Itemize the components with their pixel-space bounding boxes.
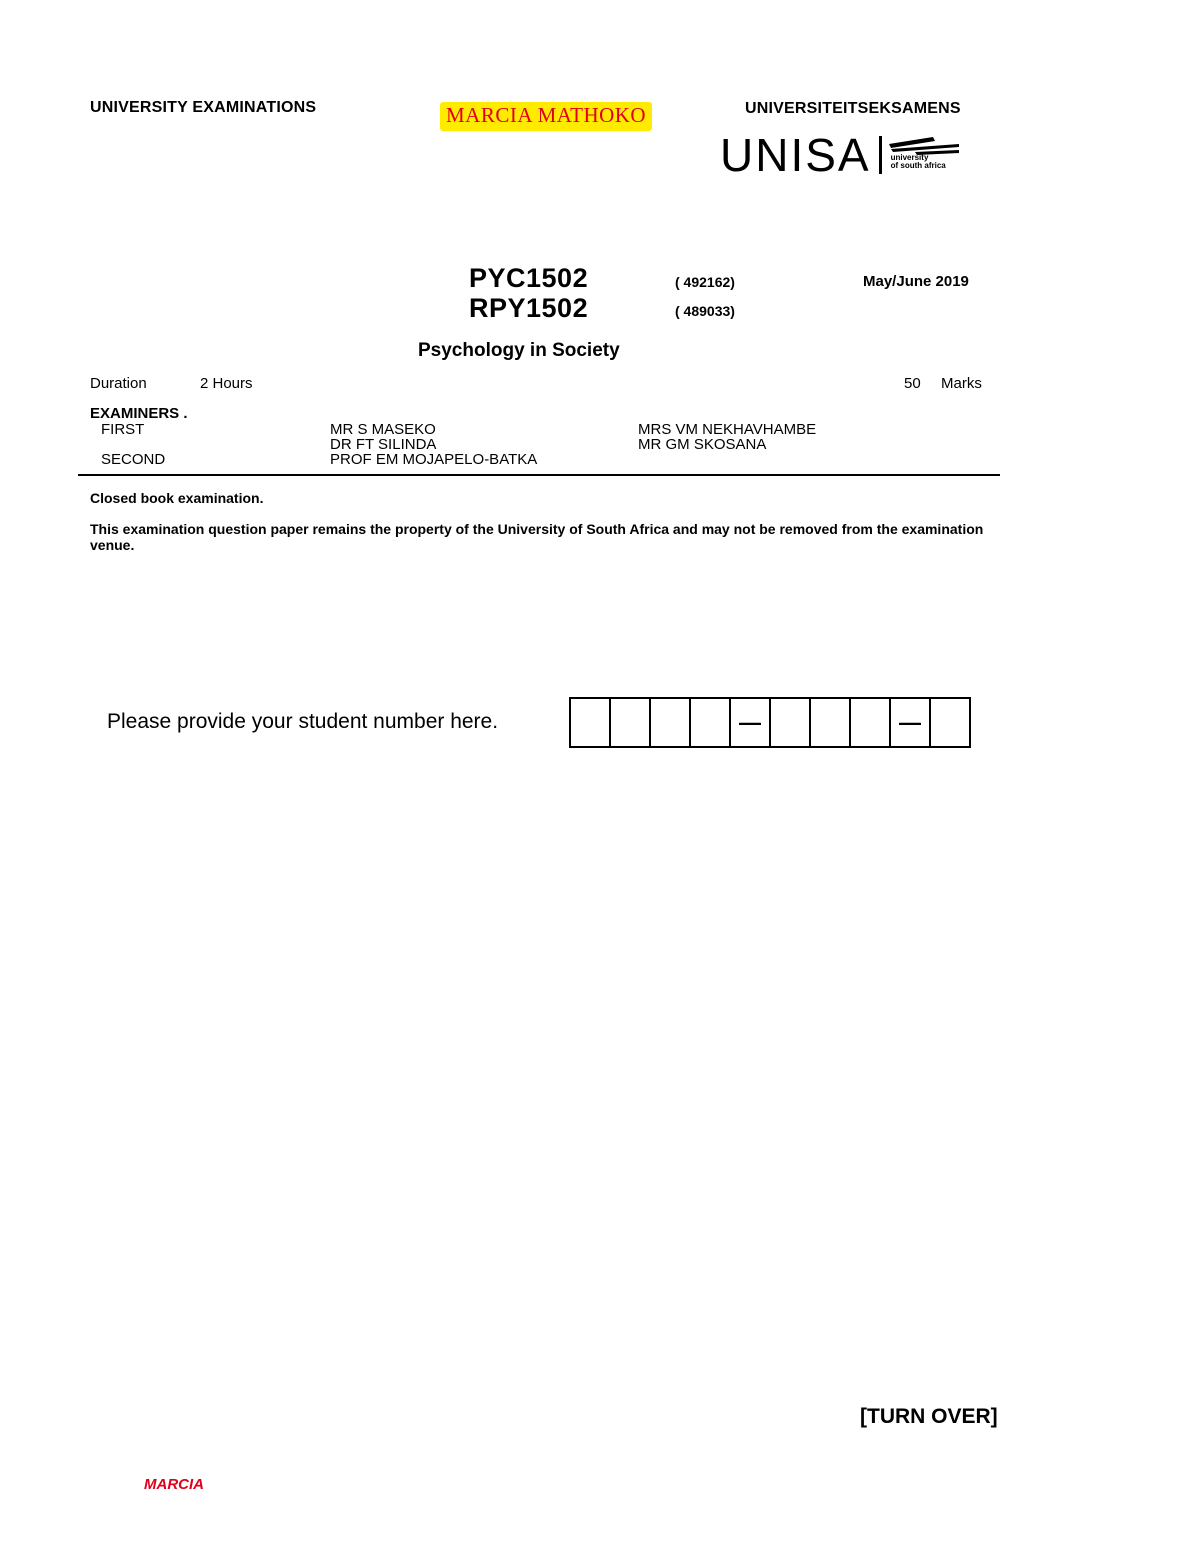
unisa-logo	[720, 129, 967, 181]
examiners-first-label: FIRST	[101, 421, 145, 438]
duration-label: Duration	[90, 375, 147, 392]
duration-value: 2 Hours	[200, 375, 253, 392]
examiner-name: MRS VM NEKHAVHAMBE	[638, 421, 817, 438]
logo-emblem-icon	[875, 132, 967, 178]
examiner-name: MR S MASEKO	[330, 421, 436, 438]
student-number-cell[interactable]	[571, 699, 611, 746]
highlighted-name: MARCIA MATHOKO	[440, 102, 652, 131]
property-notice: This examination question paper remains the property of the University of South Africa and may not be removed from the examination venue.	[90, 521, 984, 553]
logo-tagline: university of south africa	[890, 153, 946, 170]
header-left-title: UNIVERSITY EXAMINATIONS	[90, 99, 317, 116]
course-number-2: ( 489033)	[675, 303, 735, 319]
student-number-separator: —	[731, 699, 771, 746]
examiner-name: DR FT SILINDA	[330, 436, 437, 453]
turn-over-label: [TURN OVER]	[860, 1405, 998, 1428]
student-number-cell[interactable]	[811, 699, 851, 746]
student-number-prompt: Please provide your student number here.	[107, 710, 499, 733]
student-number-separator: —	[891, 699, 931, 746]
student-number-cell[interactable]	[771, 699, 811, 746]
marks-value: 50	[904, 375, 921, 392]
closed-book-note: Closed book examination.	[90, 490, 264, 506]
course-code-1: PYC1502	[469, 263, 589, 293]
examiners-heading: EXAMINERS .	[90, 405, 188, 422]
examiners-second-label: SECOND	[101, 451, 166, 468]
logo-wordmark: UNISA	[720, 129, 871, 181]
header-divider	[78, 474, 1000, 476]
exam-session: May/June 2019	[863, 273, 969, 290]
marks-label: Marks	[941, 375, 982, 392]
student-number-cell[interactable]	[931, 699, 969, 746]
student-number-cell[interactable]	[611, 699, 651, 746]
course-code-2: RPY1502	[469, 293, 589, 323]
course-number-1: ( 492162)	[675, 274, 735, 290]
student-number-field[interactable]	[569, 697, 971, 748]
header-right-title: UNIVERSITEITSEKSAMENS	[745, 100, 961, 117]
signature-text: MARCIA	[144, 1476, 204, 1493]
student-number-cell[interactable]	[651, 699, 691, 746]
student-number-cell[interactable]	[851, 699, 891, 746]
student-number-cell[interactable]	[691, 699, 731, 746]
examiner-name: MR GM SKOSANA	[638, 436, 767, 453]
examiner-name: PROF EM MOJAPELO-BATKA	[330, 451, 538, 468]
exam-subject: Psychology in Society	[418, 340, 620, 361]
